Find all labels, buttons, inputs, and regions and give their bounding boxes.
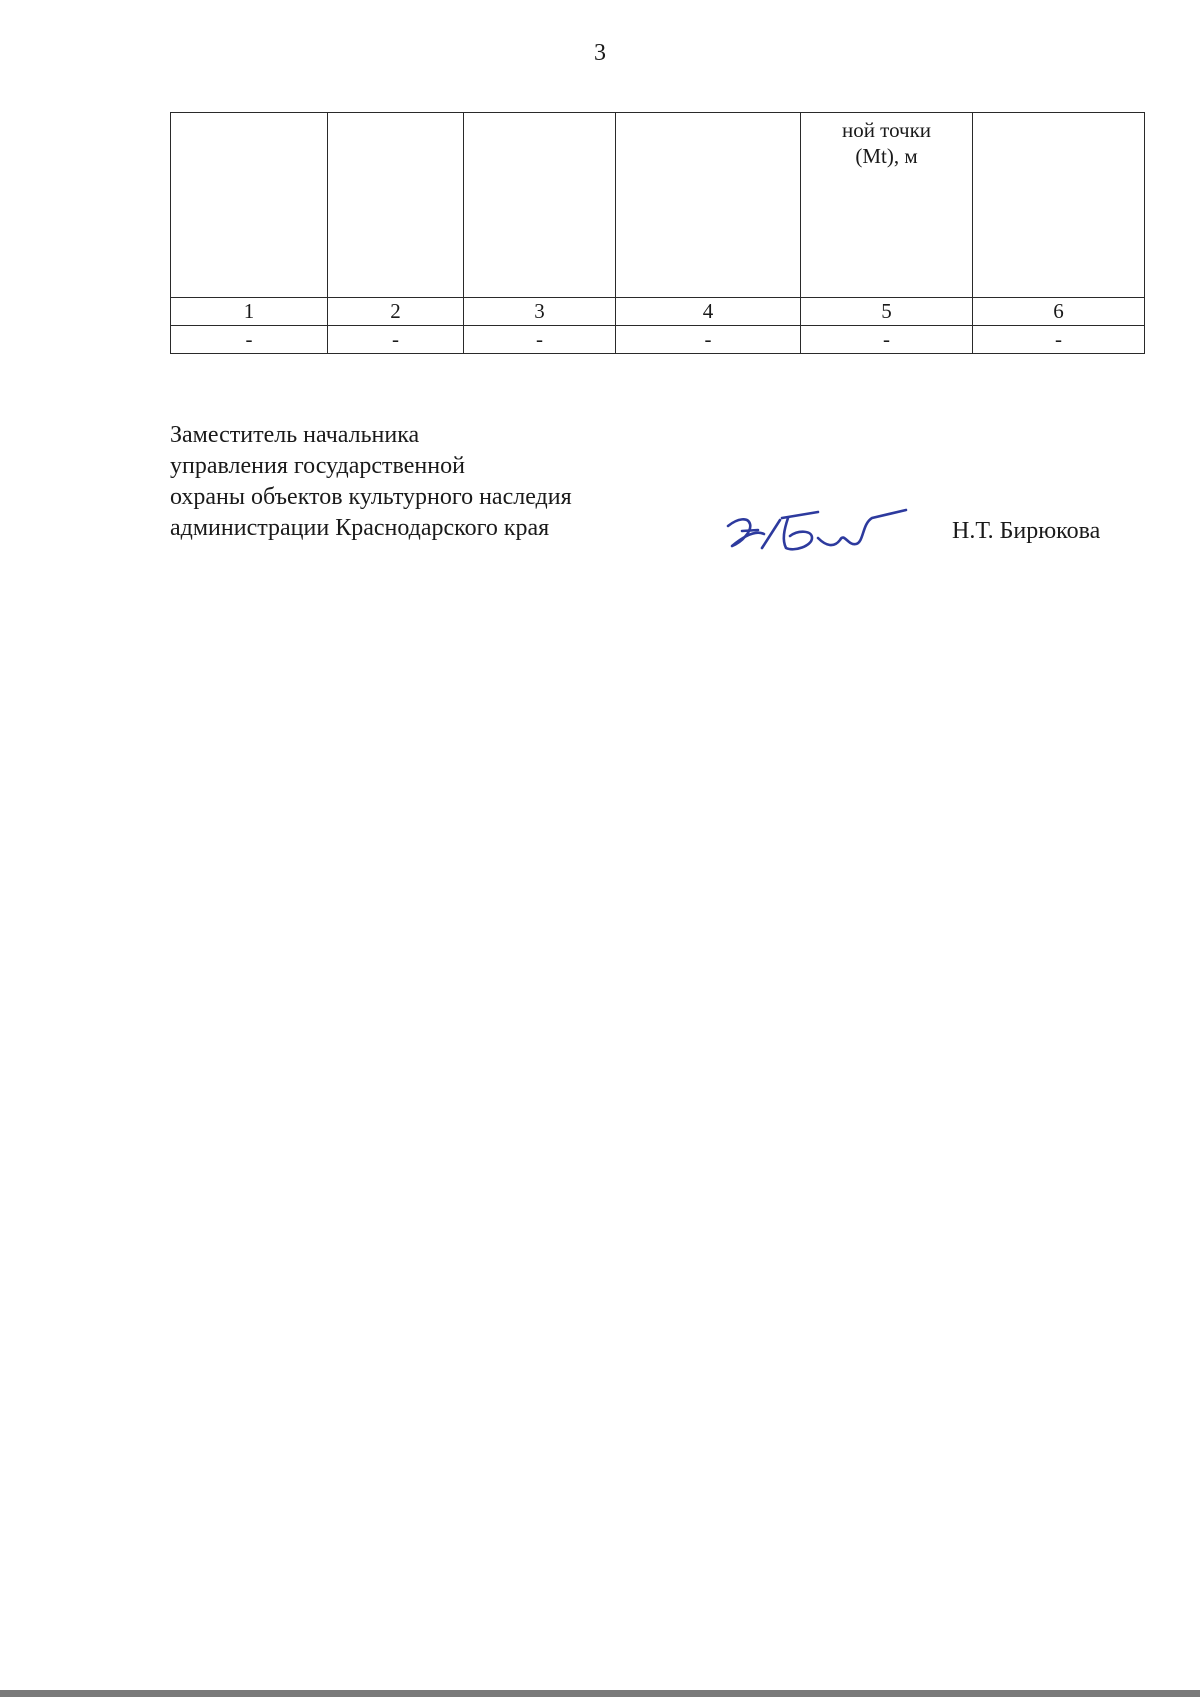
table-row <box>171 326 1145 354</box>
header-cell-5-line-2: (Mt), м <box>855 144 918 168</box>
column-number: 3 <box>464 298 616 326</box>
table-cell: - <box>328 326 464 354</box>
coordinates-table <box>170 112 1145 354</box>
column-number: 1 <box>171 298 328 326</box>
table-cell: - <box>616 326 801 354</box>
table-cell: - <box>801 326 973 354</box>
handwritten-signature <box>722 500 912 560</box>
header-cell-5 <box>801 113 973 298</box>
header-cell-4 <box>616 113 801 298</box>
table-cell: - <box>171 326 328 354</box>
column-number: 2 <box>328 298 464 326</box>
header-cell-3 <box>464 113 616 298</box>
signer-name: Н.Т. Бирюкова <box>952 518 1101 544</box>
table-cell: - <box>973 326 1145 354</box>
page-number: 3 <box>594 40 606 66</box>
column-number-row <box>171 298 1145 326</box>
column-number: 6 <box>973 298 1145 326</box>
signer-position-line: управления государственной <box>170 453 465 479</box>
column-number: 4 <box>616 298 801 326</box>
scan-bottom-edge <box>0 1690 1200 1697</box>
signer-position-line: Заместитель начальника <box>170 422 420 448</box>
header-cell-1 <box>171 113 328 298</box>
table-header-row <box>171 113 1145 298</box>
header-cell-5-line-1: ной точки <box>841 118 932 142</box>
table-cell: - <box>464 326 616 354</box>
header-cell-2 <box>328 113 464 298</box>
signer-position <box>170 420 572 544</box>
signer-position-line: администрации Краснодарского края <box>170 515 550 541</box>
column-number: 5 <box>801 298 973 326</box>
signer-position-line: охраны объектов культурного наследия <box>170 484 572 510</box>
header-cell-6 <box>973 113 1145 298</box>
